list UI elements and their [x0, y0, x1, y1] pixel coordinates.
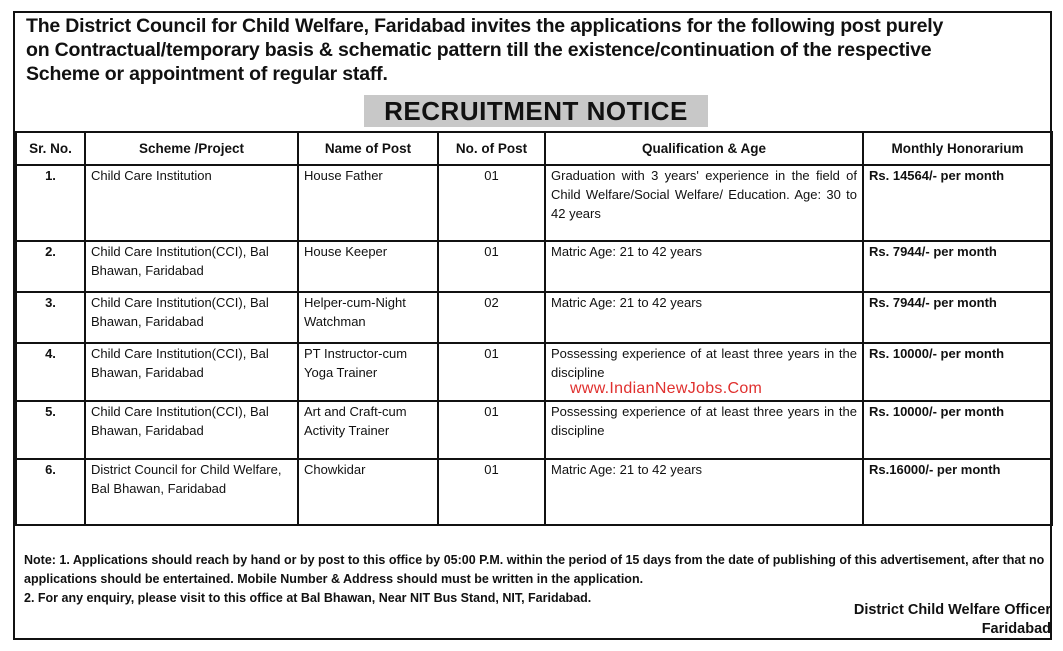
post-count-cell: 01 — [438, 459, 545, 525]
post-name-cell: House Father — [298, 165, 438, 241]
honorarium-cell: Rs. 10000/- per month — [863, 401, 1052, 459]
header-post-name: Name of Post — [298, 132, 438, 165]
honorarium-cell: Rs. 7944/- per month — [863, 241, 1052, 292]
honorarium-cell: Rs. 7944/- per month — [863, 292, 1052, 343]
scheme-cell: Child Care Institution(CCI), Bal Bhawan, Faridabad — [85, 292, 298, 343]
note-line: Note: 1. Applications should reach by hand or by post to this office by 05:00 P.M. within the period of 15 days from the date of publishing of this advertisement, after that no applications should be entertained. Mobile Number & Address should must be written in the application. — [24, 553, 1045, 586]
post-count-cell: 01 — [438, 401, 545, 459]
signatory-place: Faridabad — [981, 621, 1051, 637]
post-name-cell: House Keeper — [298, 241, 438, 292]
post-name-cell: Helper-cum-Night Watchman — [298, 292, 438, 343]
signature-block — [854, 601, 1051, 639]
header-sr-no: Sr. No. — [16, 132, 85, 165]
sr-no-cell: 2. — [16, 241, 85, 292]
sr-no-cell: 4. — [16, 343, 85, 401]
table-row — [16, 459, 1052, 525]
post-count-cell: 02 — [438, 292, 545, 343]
note-line: 2. For any enquiry, please visit to this office at Bal Bhawan, Near NIT Bus Stand, NIT, Faridabad. — [24, 591, 592, 605]
scheme-cell: Child Care Institution — [85, 165, 298, 241]
qualification-cell: Matric Age: 21 to 42 years — [545, 292, 863, 343]
honorarium-cell: Rs.16000/- per month — [863, 459, 1052, 525]
intro-line: Scheme or appointment of regular staff. — [26, 63, 388, 85]
header-qualification: Qualification & Age — [545, 132, 863, 165]
post-name-cell: Art and Craft-cum Activity Trainer — [298, 401, 438, 459]
intro-line: on Contractual/temporary basis & schematic pattern till the existence/continuation of the respective — [26, 39, 932, 61]
notes-section — [24, 551, 1048, 608]
table-row — [16, 292, 1052, 343]
table-row — [16, 343, 1052, 401]
honorarium-cell: Rs. 10000/- per month — [863, 343, 1052, 401]
qualification-cell: Matric Age: 21 to 42 years — [545, 459, 863, 525]
post-name-cell: Chowkidar — [298, 459, 438, 525]
qualification-cell: Matric Age: 21 to 42 years — [545, 241, 863, 292]
honorarium-cell: Rs. 14564/- per month — [863, 165, 1052, 241]
scheme-cell: Child Care Institution(CCI), Bal Bhawan, Faridabad — [85, 401, 298, 459]
site-watermark: www.IndianNewJobs.Com — [570, 380, 763, 397]
table-row — [16, 241, 1052, 292]
scheme-cell: Child Care Institution(CCI), Bal Bhawan, Faridabad — [85, 241, 298, 292]
table-header-row — [16, 132, 1052, 165]
header-honorarium: Monthly Honorarium — [863, 132, 1052, 165]
sr-no-cell: 5. — [16, 401, 85, 459]
signatory-designation: District Child Welfare Officer — [853, 602, 1051, 618]
qualification-cell: Possessing experience of at least three years in the discipline — [545, 401, 863, 459]
post-count-cell: 01 — [438, 165, 545, 241]
qualification-cell: Possessing experience of at least three years in the discipline — [545, 343, 863, 401]
qualification-cell: Graduation with 3 years' experience in the field of Child Welfare/Social Welfare/ Education. Age: 30 to 42 years — [545, 165, 863, 241]
post-count-cell: 01 — [438, 241, 545, 292]
scheme-cell: District Council for Child Welfare, Bal Bhawan, Faridabad — [85, 459, 298, 525]
sr-no-cell: 6. — [16, 459, 85, 525]
sr-no-cell: 1. — [16, 165, 85, 241]
table-row — [16, 401, 1052, 459]
header-scheme: Scheme /Project — [85, 132, 298, 165]
intro-line: The District Council for Child Welfare, Faridabad invites the applications for the following post purely — [26, 15, 944, 37]
table-row — [16, 165, 1052, 241]
notice-title: RECRUITMENT NOTICE — [364, 95, 708, 127]
intro-paragraph — [26, 14, 1046, 86]
header-post-count: No. of Post — [438, 132, 545, 165]
scheme-cell: Child Care Institution(CCI), Bal Bhawan, Faridabad — [85, 343, 298, 401]
sr-no-cell: 3. — [16, 292, 85, 343]
post-name-cell: PT Instructor-cum Yoga Trainer — [298, 343, 438, 401]
recruitment-table — [15, 131, 1053, 526]
post-count-cell: 01 — [438, 343, 545, 401]
